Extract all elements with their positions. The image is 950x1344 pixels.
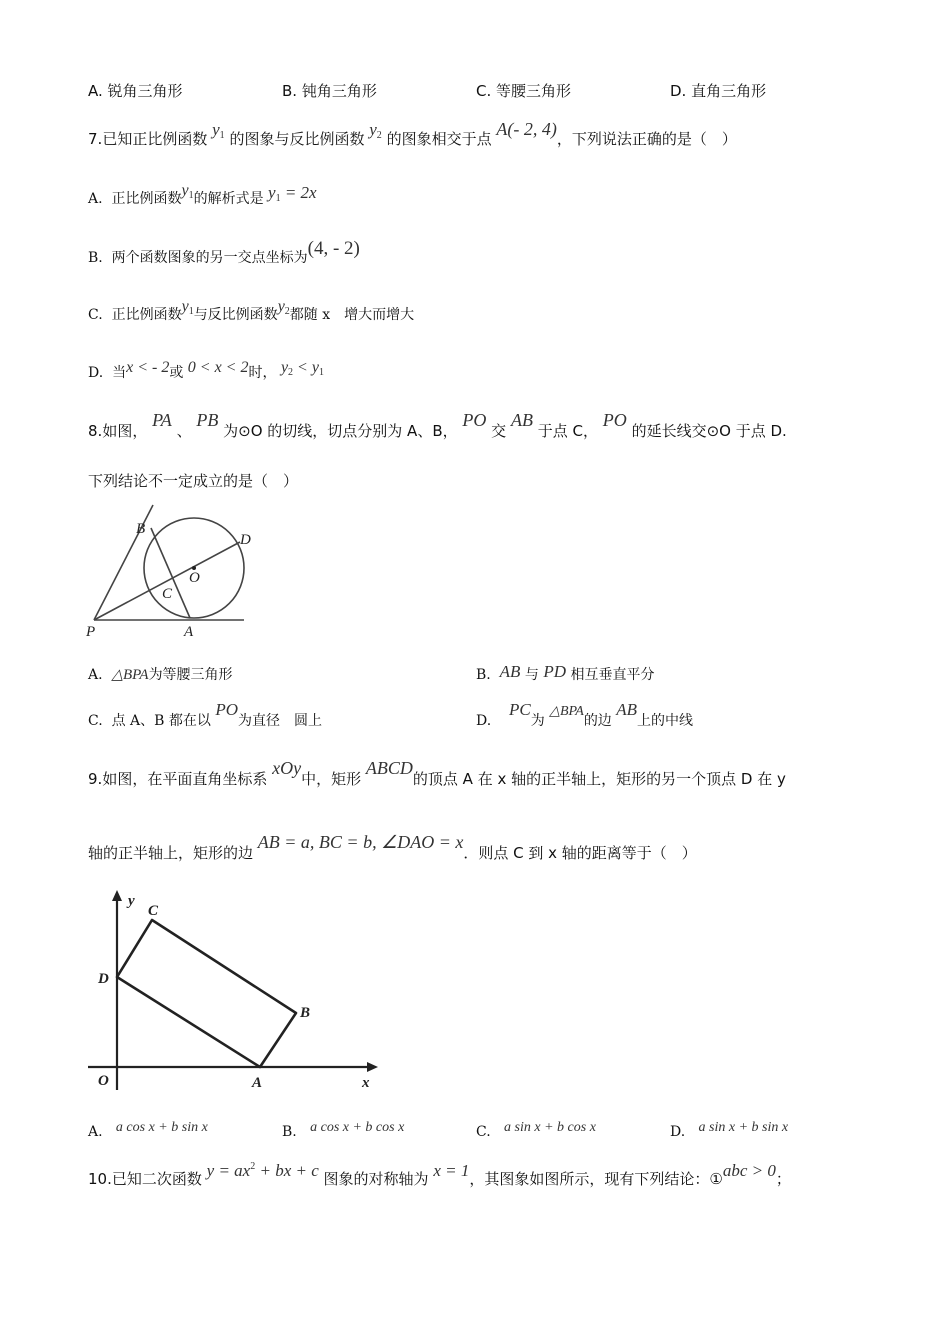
label-c: C [162, 586, 173, 602]
q9-option-b: B. a cos x + b cos x [282, 1120, 405, 1140]
rectangle-abcd [117, 920, 296, 1067]
q9-option-a: A. a cos x + b sin x [88, 1120, 208, 1140]
chord-ab [151, 528, 190, 618]
q8-option-b: B. AB 与 PD 相互垂直平分 [476, 662, 655, 683]
label-x: x [362, 1075, 370, 1091]
q6-option-b: B. 钝角三角形 [282, 82, 377, 100]
label-p: P [86, 624, 96, 640]
q7-point: A(- 2, 4) [496, 119, 557, 139]
y-axis-arrow [112, 890, 122, 901]
line-pd [94, 542, 240, 620]
q10-stem: 10.已知二次函数 $y = ax^2$ + bx + c 图象的对称轴为 x = 1，其图象如图所示，现有下列结论：①abc > 0； [88, 1161, 791, 1188]
label-y: y [128, 893, 135, 909]
label-d: D [98, 971, 109, 987]
q9-option-c: C. a sin x + b cos x [476, 1120, 596, 1140]
q6-option-d: D. 直角三角形 [670, 82, 767, 100]
q9-stem-line2: 轴的正半轴上，矩形的边 AB = a, BC = b, ∠DAO = x．则点 C 到 x 轴的距离等于（ ） [88, 832, 697, 862]
q6-option-c: C. 等腰三角形 [476, 82, 572, 100]
label-d: D [240, 532, 251, 548]
label-a: A [252, 1075, 263, 1091]
q7-option-c: C. 正比例函数$y_1$与反比例函数$y_2$都随 x 增大而增大 [88, 298, 415, 323]
label-b: B [300, 1005, 311, 1021]
q8-option-a: A. △BPA为等腰三角形 [88, 667, 233, 683]
label-c: C [148, 903, 159, 919]
q9-option-d: D. a sin x + b sin x [670, 1120, 789, 1140]
q6-option-a: A. 锐角三角形 [88, 82, 183, 100]
q8-option-c: C. 点 A、B 都在以 PO为直径 圆上 [88, 700, 323, 729]
label-o: O [98, 1073, 109, 1089]
q8-circle-figure [82, 500, 257, 640]
q7-option-d: D. 当x < - 2或 0 < x < 2时， $y_2 < y_1$ [88, 359, 324, 381]
q7-option-a: A. 正比例函数$y_1$的解析式是 $y_1 = 2x$ [88, 182, 317, 207]
q7-stem: 7.已知正比例函数 $y_1$ 的图象与反比例函数 $y_2$ 的图象相交于点 A(- 2, 4)，下列说法正确的是（ ） [88, 119, 737, 148]
q7-option-b: B. 两个函数图象的另一交点坐标为(4, - 2) [88, 238, 360, 266]
label-b: B [136, 521, 146, 537]
label-o: O [189, 570, 200, 586]
q9-rectangle-figure [88, 885, 383, 1095]
x-axis-arrow [367, 1062, 378, 1072]
q8-stem: 8.如图， PA 、 PB 为⊙O 的切线，切点分别为 A、B， PO 交 AB 于点 C， PO 的延长线交⊙O 于点 D. [88, 410, 787, 440]
q8-stem-line2: 下列结论不一定成立的是（ ） [88, 472, 299, 490]
q9-stem: 9.如图，在平面直角坐标系 xOy中，矩形 ABCD的顶点 A 在 x 轴的正半轴上，矩形的另一个顶点 D 在 y [88, 758, 786, 788]
label-a: A [184, 624, 194, 640]
q8-option-d: D. PC为 △BPA的边 AB上的中线 [476, 700, 694, 729]
